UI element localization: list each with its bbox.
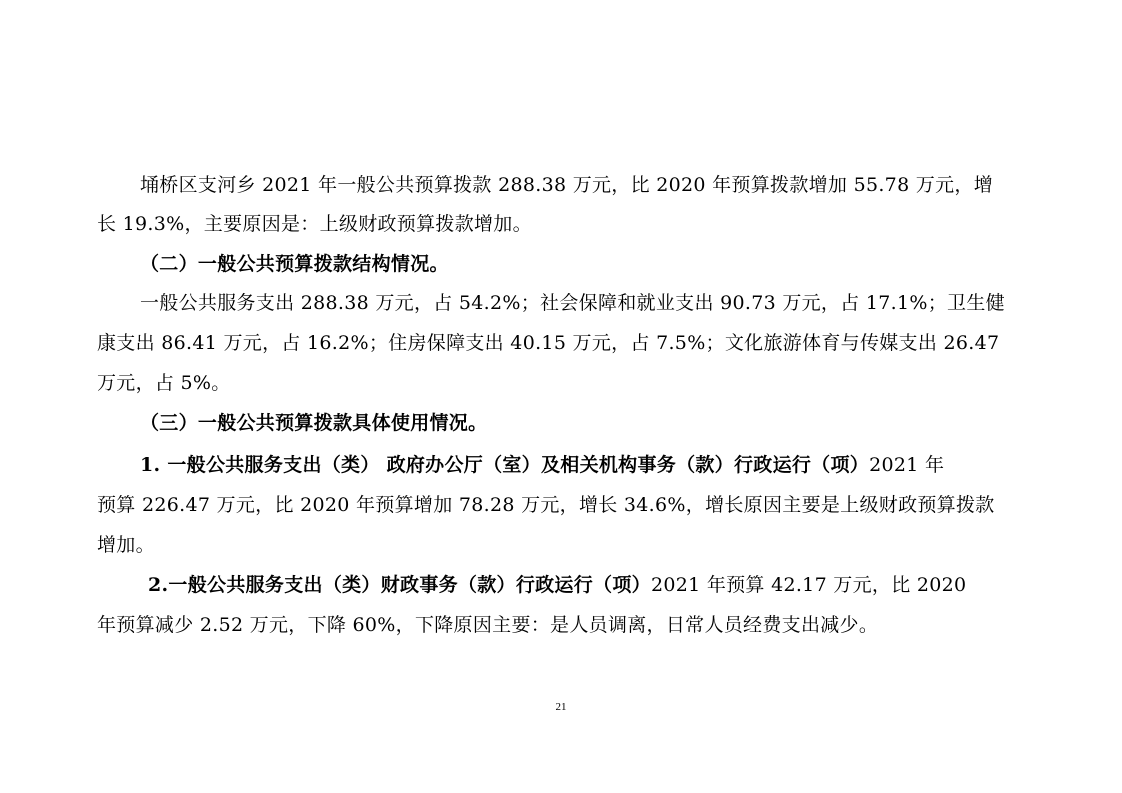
paragraph-1-line-2-text: 长 19.3%，主要原因是：上级财政预算拨款增加。 [97,213,532,235]
page-number: 21 [555,701,567,713]
paragraph-1-line-2 [97,211,1122,237]
paragraph-2-line-2 [97,330,1122,356]
item-1-line-2-text: 预算 226.47 万元，比 2020 年预算增加 78.28 万元，增长 34.6%，增长原因主要是上级财政预算拨款 [97,494,995,516]
paragraph-1-line-1 [140,172,1122,198]
paragraph-2-line-3-text: 万元，占 5%。 [97,372,231,394]
item-2-line-2 [97,612,1122,638]
item-2-line-1 [148,572,1122,598]
item-1-line-3 [97,532,1122,558]
item-1-heading: 1. 一般公共服务支出（类） 政府办公厅（室）及相关机构事务（款）行政运行（项） [140,454,870,476]
item-1-line-3-text: 增加。 [97,534,155,556]
paragraph-2-line-1-text: 一般公共服务支出 288.38 万元，占 54.2%；社会保障和就业支出 90.73 万元，占 17.1%；卫生健 [140,292,1005,314]
item-2-line-1-rest: 2021 年预算 42.17 万元，比 2020 [650,574,967,596]
section-heading-3 [140,410,1122,436]
paragraph-2-line-1 [140,290,1122,316]
section-heading-3-text: （三）一般公共预算拨款具体使用情况。 [140,412,488,434]
item-1-line-1 [140,452,1122,478]
paragraph-2-line-3 [97,370,1122,396]
item-1-line-1-rest: 2021 年 [869,454,945,476]
item-1-line-2 [97,492,1122,518]
paragraph-2-line-2-text: 康支出 86.41 万元，占 16.2%；住房保障支出 40.15 万元，占 7.5%；文化旅游体育与传媒支出 26.47 [97,332,1000,354]
section-heading-2-text: （二）一般公共预算拨款结构情况。 [140,253,449,275]
section-heading-2 [140,251,1122,277]
item-2-line-2-text: 年预算减少 2.52 万元，下降 60%，下降原因主要：是人员调离，日常人员经费支出减少。 [97,614,879,636]
paragraph-1-line-1-text: 埇桥区支河乡 2021 年一般公共预算拨款 288.38 万元，比 2020 年预算拨款增加 55.78 万元，增 [140,174,993,196]
item-2-heading: 2.一般公共服务支出（类）财政事务（款）行政运行（项） [148,574,651,596]
